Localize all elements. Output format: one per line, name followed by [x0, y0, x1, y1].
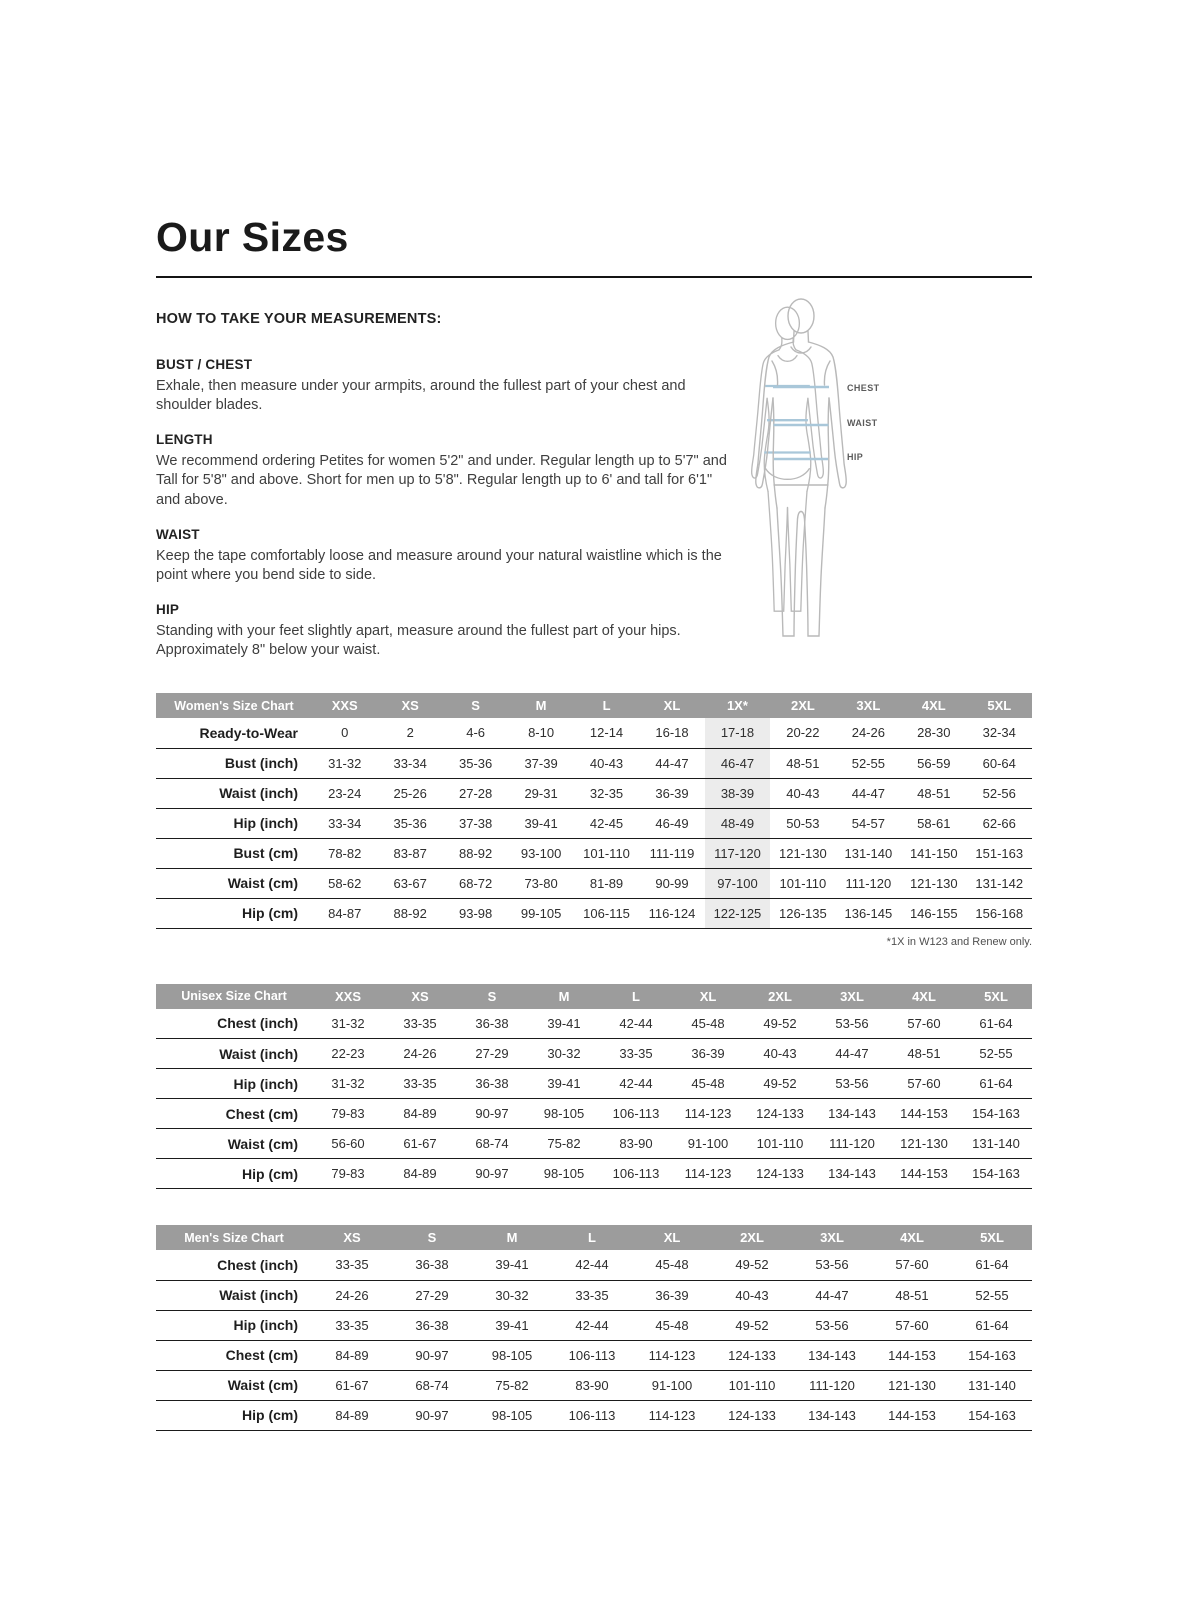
size-column-header: XS: [312, 1225, 392, 1250]
size-value: 98-105: [491, 1347, 533, 1363]
size-row: [156, 808, 1032, 838]
size-value: 36-38: [415, 1317, 449, 1333]
chest-label: CHEST: [847, 383, 880, 393]
mens-size-chart-section: [156, 1225, 1032, 1431]
size-value: 99-105: [520, 905, 562, 921]
table-title: Men's Size Chart: [156, 1225, 312, 1250]
size-value: 61-64: [979, 1015, 1013, 1031]
size-value: 91-100: [651, 1377, 693, 1393]
size-column-header: 5XL: [960, 984, 1032, 1009]
size-value: 45-48: [655, 1257, 689, 1273]
table-title: Unisex Size Chart: [156, 984, 312, 1009]
size-value: 121-130: [888, 1377, 936, 1393]
unisex-size-chart-section: [156, 984, 1032, 1190]
instruction-heading: BUST / CHEST: [156, 357, 253, 372]
size-value: 31-32: [331, 1076, 365, 1092]
size-value: 42-45: [589, 815, 624, 831]
size-value: 83-87: [393, 845, 427, 861]
row-label: Chest (cm): [225, 1105, 298, 1122]
size-value: 52-55: [975, 1287, 1009, 1303]
size-value: 75-82: [495, 1377, 529, 1393]
size-value: 98-105: [543, 1166, 585, 1182]
size-value: 36-39: [655, 785, 689, 801]
size-value: 45-48: [655, 1317, 689, 1333]
size-value: 121-130: [779, 845, 827, 861]
row-label: Hip (inch): [233, 815, 298, 832]
instruction-text: Keep the tape comfortably loose and measure around your natural waistline which is the point where you bend side to side.: [156, 547, 722, 583]
size-value: 58-61: [917, 815, 951, 831]
size-value: 90-97: [415, 1347, 449, 1363]
size-row: [156, 1250, 1032, 1280]
row-label: Waist (cm): [227, 1135, 298, 1152]
size-value: 124-133: [756, 1106, 804, 1122]
table-header-row: [156, 984, 1032, 1009]
size-column-header: 5XL: [952, 1225, 1032, 1250]
waist-label: WAIST: [847, 418, 878, 428]
size-value: 73-80: [524, 875, 558, 891]
size-column-header: 4XL: [872, 1225, 952, 1250]
size-value: 44-47: [851, 785, 885, 801]
size-value: 151-163: [975, 845, 1024, 861]
size-value: 114-123: [684, 1166, 732, 1182]
measurements-section: [156, 311, 1032, 677]
size-column-header: XS: [377, 693, 442, 718]
size-value: 154-163: [972, 1106, 1020, 1122]
size-value: 84-87: [328, 905, 362, 921]
size-value: 24-26: [403, 1046, 437, 1062]
size-value: 33-34: [328, 815, 362, 831]
size-row: [156, 1370, 1032, 1400]
size-column-header: XL: [639, 693, 704, 718]
size-value: 8-10: [528, 725, 555, 741]
male-figure-illustration: [740, 297, 862, 649]
size-value: 61-67: [335, 1377, 369, 1393]
size-row: [156, 778, 1032, 808]
size-value: 106-113: [612, 1166, 660, 1182]
size-value: 81-89: [589, 875, 624, 891]
row-label: Hip (cm): [242, 905, 298, 922]
size-value: 90-97: [475, 1106, 509, 1122]
size-value: 4-6: [466, 725, 486, 741]
size-value: 154-163: [968, 1347, 1016, 1363]
row-label: Chest (cm): [225, 1347, 298, 1364]
size-value: 49-52: [735, 1257, 769, 1273]
size-value: 24-26: [335, 1287, 369, 1303]
size-row: [156, 1009, 1032, 1039]
size-row: [156, 718, 1032, 748]
size-row: [156, 748, 1032, 778]
unisex-size-chart: [156, 984, 1032, 1190]
size-value: 39-41: [495, 1317, 529, 1333]
instruction-waist: [156, 527, 734, 585]
size-value: 144-153: [888, 1347, 936, 1363]
size-value: 79-83: [331, 1106, 365, 1122]
size-value: 48-51: [917, 785, 951, 801]
instruction-heading: WAIST: [156, 526, 200, 542]
size-value: 2: [406, 725, 414, 741]
size-value: 131-140: [844, 845, 893, 861]
size-value: 35-36: [459, 755, 493, 771]
size-value: 42-44: [619, 1015, 653, 1031]
size-value: 30-32: [547, 1046, 581, 1062]
size-value: 54-57: [851, 815, 885, 831]
size-value: 57-60: [907, 1015, 941, 1031]
size-value: 78-82: [328, 845, 362, 861]
size-value: 37-39: [524, 755, 558, 771]
size-value: 106-113: [568, 1407, 616, 1423]
row-label: Bust (inch): [224, 755, 298, 772]
size-value: 50-53: [786, 815, 820, 831]
size-value: 45-48: [691, 1076, 725, 1092]
size-value: 154-163: [968, 1407, 1016, 1423]
size-value: 39-41: [495, 1257, 529, 1273]
size-value: 144-153: [888, 1407, 936, 1423]
size-value: 141-150: [909, 845, 958, 861]
instruction-heading: HIP: [156, 601, 180, 617]
instruction-heading: LENGTH: [156, 432, 213, 448]
size-column-header: M: [528, 984, 600, 1009]
size-value: 27-28: [459, 785, 493, 801]
size-value: 33-34: [393, 755, 427, 771]
size-value: 46-49: [655, 815, 689, 831]
row-label: Waist (inch): [219, 785, 298, 802]
size-value: 114-123: [684, 1106, 732, 1122]
size-value: 93-98: [459, 905, 493, 921]
size-column-header: 3XL: [836, 693, 901, 718]
row-label: Waist (inch): [219, 1287, 298, 1304]
size-value: 126-135: [779, 905, 827, 921]
size-value: 53-56: [835, 1015, 869, 1031]
size-row: [156, 1159, 1032, 1189]
size-value: 23-24: [328, 785, 362, 801]
size-row: [156, 1039, 1032, 1069]
size-value: 68-72: [459, 875, 493, 891]
size-value: 48-51: [907, 1046, 941, 1062]
size-column-header: L: [600, 984, 672, 1009]
size-column-header: S: [443, 693, 508, 718]
size-value: 98-105: [491, 1407, 533, 1423]
size-value: 25-26: [393, 785, 427, 801]
size-value: 57-60: [895, 1257, 929, 1273]
hip-label: HIP: [847, 452, 864, 462]
size-value: 24-26: [851, 725, 885, 741]
size-value: 136-145: [844, 905, 893, 921]
size-value: 33-35: [403, 1076, 437, 1092]
size-value: 40-43: [589, 755, 624, 771]
size-value: 144-153: [900, 1106, 948, 1122]
size-column-header: L: [552, 1225, 632, 1250]
size-value: 134-143: [828, 1106, 876, 1122]
size-row: [156, 898, 1032, 928]
instruction-hip: [156, 602, 734, 660]
size-value: 101-110: [583, 845, 630, 861]
size-value: 30-32: [495, 1287, 529, 1303]
size-value: 83-90: [575, 1377, 609, 1393]
size-column-header: XL: [672, 984, 744, 1009]
size-value: 60-64: [982, 755, 1016, 771]
size-value: 36-38: [475, 1015, 509, 1031]
size-value: 101-110: [756, 1136, 804, 1152]
size-value: 0: [341, 725, 349, 741]
size-value: 12-14: [589, 725, 624, 741]
row-label: Hip (inch): [233, 1317, 298, 1334]
size-value: 48-49: [705, 808, 770, 838]
size-value: 53-56: [835, 1076, 869, 1092]
size-value: 37-38: [459, 815, 493, 831]
size-value: 61-64: [975, 1257, 1009, 1273]
instruction-text: Exhale, then measure under your armpits, around the fullest part of your chest and shoulder blades.: [156, 378, 686, 414]
size-value: 61-64: [979, 1076, 1013, 1092]
womens-size-chart-section: [156, 693, 1032, 948]
size-value: 28-30: [917, 725, 951, 741]
size-column-header: M: [508, 693, 573, 718]
size-value: 117-120: [705, 838, 770, 868]
size-value: 62-66: [982, 815, 1016, 831]
size-value: 93-100: [520, 845, 562, 861]
size-value: 52-56: [982, 785, 1016, 801]
size-column-header: 3XL: [792, 1225, 872, 1250]
size-value: 42-44: [575, 1317, 609, 1333]
size-value: 49-52: [763, 1076, 797, 1092]
size-value: 106-115: [583, 905, 630, 921]
size-value: 63-67: [393, 875, 427, 891]
size-column-header: 1X*: [705, 693, 770, 718]
size-value: 106-113: [568, 1347, 616, 1363]
size-value: 68-74: [415, 1377, 449, 1393]
size-value: 33-35: [575, 1287, 609, 1303]
size-value: 114-123: [648, 1347, 696, 1363]
size-value: 20-22: [786, 725, 820, 741]
size-value: 88-92: [459, 845, 493, 861]
size-row: [156, 1069, 1032, 1099]
size-value: 90-97: [415, 1407, 449, 1423]
size-value: 17-18: [705, 718, 770, 748]
size-value: 58-62: [328, 875, 362, 891]
table-title: Women's Size Chart: [156, 693, 312, 718]
size-value: 40-43: [763, 1046, 797, 1062]
size-value: 91-100: [687, 1136, 729, 1152]
size-value: 61-67: [403, 1136, 437, 1152]
size-value: 38-39: [705, 778, 770, 808]
size-value: 49-52: [763, 1015, 797, 1031]
size-column-header: 4XL: [901, 693, 966, 718]
size-row: [156, 838, 1032, 868]
size-value: 84-89: [403, 1106, 437, 1122]
title-divider: [156, 276, 1032, 278]
size-value: 79-83: [331, 1166, 365, 1182]
size-value: 42-44: [619, 1076, 653, 1092]
size-value: 39-41: [547, 1076, 581, 1092]
size-value: 52-55: [979, 1046, 1013, 1062]
size-value: 124-133: [728, 1407, 776, 1423]
row-label: Hip (inch): [233, 1075, 298, 1092]
size-value: 154-163: [972, 1166, 1020, 1182]
instruction-bust-chest: [156, 357, 734, 415]
size-value: 33-35: [335, 1257, 369, 1273]
size-value: 90-97: [475, 1166, 509, 1182]
size-value: 49-52: [735, 1317, 769, 1333]
size-value: 156-168: [975, 905, 1024, 921]
size-value: 75-82: [547, 1136, 581, 1152]
size-value: 61-64: [975, 1317, 1009, 1333]
size-value: 53-56: [815, 1257, 849, 1273]
size-row: [156, 1340, 1032, 1370]
size-value: 111-120: [829, 1136, 875, 1152]
row-label: Ready-to-Wear: [199, 724, 298, 741]
size-row: [156, 1129, 1032, 1159]
size-value: 27-29: [415, 1287, 449, 1303]
size-column-header: 2XL: [744, 984, 816, 1009]
size-value: 33-35: [619, 1046, 653, 1062]
size-value: 27-29: [475, 1046, 509, 1062]
size-value: 122-125: [705, 898, 770, 928]
row-label: Chest (inch): [217, 1256, 298, 1273]
size-row: [156, 1310, 1032, 1340]
table-header-row: [156, 1225, 1032, 1250]
size-value: 52-55: [851, 755, 885, 771]
male-measure-lines: [773, 387, 829, 459]
size-row: [156, 1400, 1032, 1430]
size-value: 36-38: [475, 1076, 509, 1092]
row-label: Bust (cm): [233, 845, 298, 862]
size-value: 98-105: [543, 1106, 585, 1122]
size-column-header: M: [472, 1225, 552, 1250]
size-value: 39-41: [524, 815, 558, 831]
size-column-header: L: [574, 693, 639, 718]
size-column-header: XXS: [312, 693, 377, 718]
size-value: 56-59: [917, 755, 951, 771]
size-value: 84-89: [335, 1347, 369, 1363]
size-value: 44-47: [655, 755, 689, 771]
instruction-length: [156, 432, 734, 509]
size-value: 31-32: [328, 755, 362, 771]
size-value: 111-119: [649, 845, 695, 861]
size-value: 42-44: [575, 1257, 609, 1273]
size-column-header: XXS: [312, 984, 384, 1009]
size-value: 134-143: [828, 1166, 876, 1182]
size-value: 124-133: [728, 1347, 776, 1363]
size-value: 39-41: [547, 1015, 581, 1031]
size-value: 33-35: [403, 1015, 437, 1031]
size-value: 48-51: [895, 1287, 929, 1303]
size-column-header: XL: [632, 1225, 712, 1250]
size-value: 131-140: [972, 1136, 1020, 1152]
size-column-header: S: [456, 984, 528, 1009]
size-value: 88-92: [393, 905, 427, 921]
size-column-header: 2XL: [712, 1225, 792, 1250]
row-label: Chest (inch): [217, 1015, 298, 1032]
size-value: 31-32: [331, 1015, 365, 1031]
size-value: 53-56: [815, 1317, 849, 1333]
size-value: 144-153: [900, 1166, 948, 1182]
size-column-header: 4XL: [888, 984, 960, 1009]
size-value: 40-43: [735, 1287, 769, 1303]
size-column-header: 2XL: [770, 693, 835, 718]
size-value: 32-35: [589, 785, 624, 801]
size-value: 131-142: [975, 875, 1024, 891]
table-header-row: [156, 693, 1032, 718]
size-value: 101-110: [728, 1377, 776, 1393]
size-value: 111-120: [845, 875, 892, 891]
size-value: 101-110: [779, 875, 827, 891]
table-footnote: *1X in W123 and Renew only.: [886, 935, 1032, 948]
size-value: 48-51: [786, 755, 820, 771]
size-value: 36-38: [415, 1257, 449, 1273]
row-label: Waist (inch): [219, 1045, 298, 1062]
size-value: 111-120: [809, 1377, 855, 1393]
size-value: 121-130: [909, 875, 958, 891]
row-label: Hip (cm): [242, 1407, 298, 1424]
instruction-text: Standing with your feet slightly apart, measure around the fullest part of your hips. Approximately 8" below your waist.: [156, 622, 681, 658]
size-value: 33-35: [335, 1317, 369, 1333]
size-value: 22-23: [331, 1046, 365, 1062]
size-value: 83-90: [619, 1136, 653, 1152]
size-value: 29-31: [524, 785, 558, 801]
size-value: 106-113: [612, 1106, 660, 1122]
size-value: 16-18: [655, 725, 689, 741]
row-label: Waist (cm): [227, 1377, 298, 1394]
size-row: [156, 1099, 1032, 1129]
size-value: 84-89: [335, 1407, 369, 1423]
size-value: 57-60: [907, 1076, 941, 1092]
size-value: 46-47: [705, 748, 770, 778]
size-value: 44-47: [835, 1046, 869, 1062]
size-column-header: XS: [384, 984, 456, 1009]
how-to-heading: HOW TO TAKE YOUR MEASUREMENTS:: [156, 311, 442, 327]
size-column-header: 5XL: [967, 693, 1032, 718]
size-value: 56-60: [331, 1136, 365, 1152]
size-value: 45-48: [691, 1015, 725, 1031]
size-column-header: S: [392, 1225, 472, 1250]
instruction-text: We recommend ordering Petites for women 5'2" and under. Regular length up to 5'7" and Tall for 5'8" and above. Short for men up to 5'8". Regular length up to 6' and tall for 6'1" and above.: [156, 453, 727, 508]
measurement-instructions: [156, 311, 734, 677]
size-value: 134-143: [808, 1347, 856, 1363]
size-value: 121-130: [900, 1136, 948, 1152]
size-value: 40-43: [786, 785, 820, 801]
row-label: Hip (cm): [242, 1165, 298, 1182]
size-row: [156, 868, 1032, 898]
size-value: 35-36: [393, 815, 427, 831]
size-value: 44-47: [815, 1287, 849, 1303]
size-value: 134-143: [808, 1407, 856, 1423]
size-value: 146-155: [909, 905, 958, 921]
size-value: 57-60: [895, 1317, 929, 1333]
page-title: Our Sizes: [156, 214, 349, 260]
size-value: 131-140: [968, 1377, 1016, 1393]
size-row: [156, 1280, 1032, 1310]
womens-size-chart: [156, 693, 1032, 929]
size-value: 97-100: [705, 868, 770, 898]
size-column-header: 3XL: [816, 984, 888, 1009]
size-value: 68-74: [475, 1136, 509, 1152]
size-value: 32-34: [982, 725, 1016, 741]
size-value: 36-39: [655, 1287, 689, 1303]
mens-size-chart: [156, 1225, 1032, 1431]
size-value: 114-123: [648, 1407, 696, 1423]
size-value: 116-124: [648, 905, 696, 921]
size-value: 124-133: [756, 1166, 804, 1182]
size-value: 90-99: [655, 875, 689, 891]
size-value: 36-39: [691, 1046, 725, 1062]
row-label: Waist (cm): [227, 875, 298, 892]
size-value: 84-89: [403, 1166, 437, 1182]
measurement-figures: [740, 297, 1032, 642]
